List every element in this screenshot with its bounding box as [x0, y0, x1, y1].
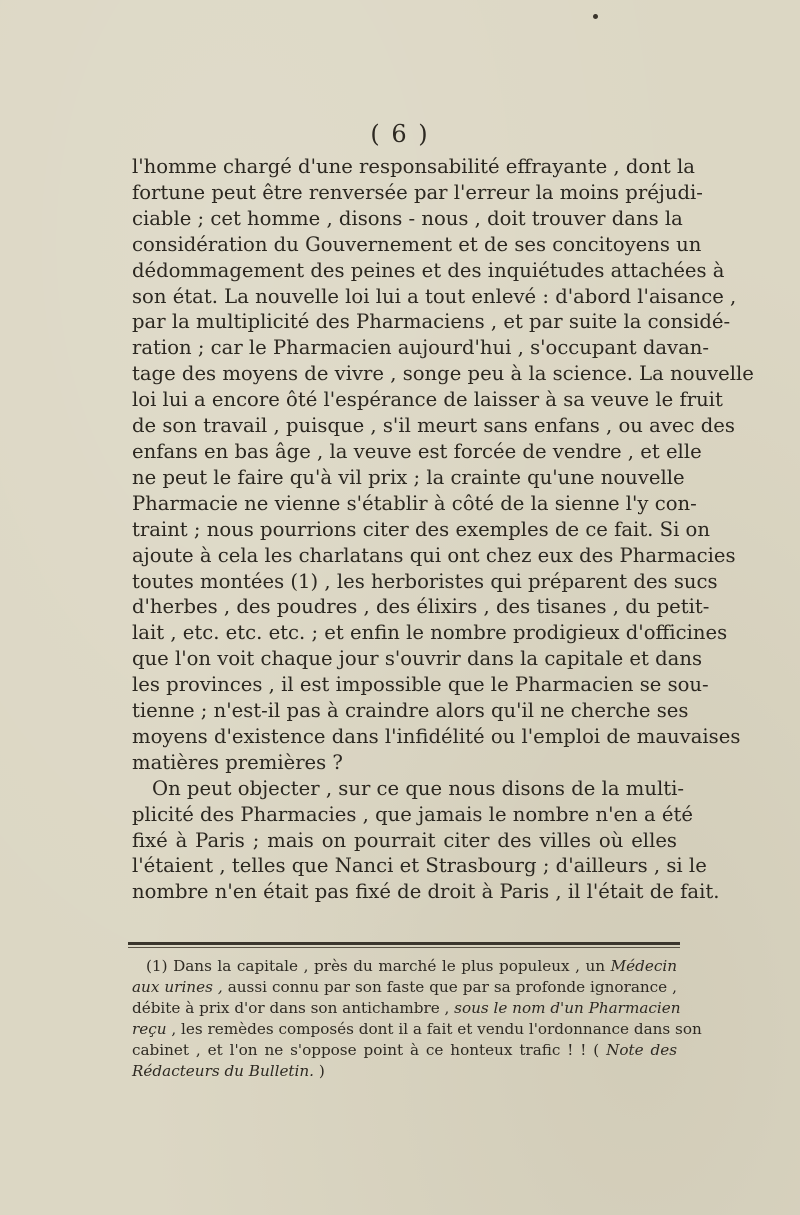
- text-line: les provinces , il est impossible que le Pharmacien se sou-: [132, 673, 709, 697]
- footnote-text: ): [314, 1062, 325, 1080]
- text-line: l'homme chargé d'une responsabilité effrayante , dont la: [132, 155, 695, 178]
- text-line: Pharmacie ne vienne s'établir à côté de la sienne l'y con-: [132, 491, 697, 515]
- footnote-italic: Rédacteurs du Bulletin.: [132, 1062, 315, 1080]
- footnote-separator-thin: [128, 947, 680, 948]
- page-number: ( 6 ): [370, 120, 430, 148]
- text-line: traint ; nous pourrions citer des exemples de ce fait. Si on: [132, 517, 710, 541]
- text-line: toutes montées (1) , les herboristes qui préparent des sucs: [132, 569, 718, 593]
- text-line: lait , etc. etc. etc. ; et enfin le nombre prodigieux d'officines: [132, 621, 728, 645]
- footnote-italic: sous le nom d'un Pharmacien: [454, 999, 681, 1017]
- footnote-text: aussi connu par son faste que par sa profonde ignorance ,: [222, 978, 677, 996]
- text-line: l'étaient , telles que Nanci et Strasbourg ; d'ailleurs , si le: [132, 854, 707, 878]
- text-line: matières premières ?: [132, 750, 343, 774]
- text-line: moyens d'existence dans l'infidélité ou l'emploi de mauvaises: [132, 724, 741, 748]
- footnote: [132, 956, 702, 1082]
- text-line: son état. La nouvelle loi lui a tout enlevé : d'abord l'aisance ,: [132, 284, 737, 308]
- footnote-italic: Note des: [606, 1041, 677, 1059]
- main-text: [132, 154, 754, 905]
- text-line: plicité des Pharmacies , que jamais le nombre n'en a été: [132, 802, 693, 826]
- text-line: considération du Gouvernement et de ses concitoyens un: [132, 232, 702, 256]
- paragraph-start-line: On peut objecter , sur ce que nous disons de la multi-: [152, 776, 684, 800]
- footnote-italic: aux urines ,: [132, 978, 223, 996]
- text-line: ration ; car le Pharmacien aujourd'hui , s'occupant davan-: [132, 336, 710, 360]
- footnote-line: [132, 1019, 702, 1040]
- text-line: tage des moyens de vivre , songe peu à la science. La nouvelle: [132, 362, 754, 386]
- text-line: fortune peut être renversée par l'erreur la moins préjudi-: [132, 180, 703, 204]
- text-line: que l'on voit chaque jour s'ouvrir dans la capitale et dans: [132, 647, 703, 671]
- footnote-separator: [128, 942, 680, 945]
- footnote-text: (1) Dans la capitale , près du marché le plus populeux , un: [146, 957, 611, 975]
- text-line: ajoute à cela les charlatans qui ont chez eux des Pharmacies: [132, 543, 736, 567]
- footnote-line: [132, 998, 681, 1019]
- text-line: ne peut le faire qu'à vil prix ; la crainte qu'une nouvelle: [132, 465, 685, 489]
- footnote-text: cabinet , et l'on ne s'oppose point à ce honteux trafic ! ! (: [132, 1041, 607, 1059]
- footnote-text: , les remèdes composés dont il a fait et vendu l'ordonnance dans son: [166, 1020, 702, 1038]
- footnote-line: [132, 1040, 677, 1061]
- text-line: loi lui a encore ôté l'espérance de laisser à sa veuve le fruit: [132, 388, 723, 412]
- footnote-text: débite à prix d'or dans son antichambre ,: [132, 999, 455, 1017]
- footnote-line: [132, 1061, 677, 1082]
- text-line: dédommagement des peines et des inquiétudes attachées à: [132, 258, 725, 282]
- text-line: enfans en bas âge , la veuve est forcée de vendre , et elle: [132, 439, 702, 463]
- footnote-line: [132, 956, 677, 977]
- footnote-line: [132, 977, 677, 998]
- ink-speck: [593, 14, 598, 19]
- text-line: par la multiplicité des Pharmaciens , et par suite la considé-: [132, 310, 731, 334]
- footnote-italic: reçu: [132, 1020, 167, 1038]
- text-line: d'herbes , des poudres , des élixirs , des tisanes , du petit-: [132, 595, 710, 619]
- text-line: nombre n'en était pas fixé de droit à Paris , il l'était de fait.: [132, 880, 720, 904]
- text-line: ciable ; cet homme , disons - nous , doit trouver dans la: [132, 206, 683, 230]
- text-line: de son travail , puisque , s'il meurt sans enfans , ou avec des: [132, 414, 735, 438]
- text-line: tienne ; n'est-il pas à craindre alors qu'il ne cherche ses: [132, 699, 689, 723]
- footnote-italic: Médecin: [610, 957, 677, 975]
- text-line: fixé à Paris ; mais on pourrait citer des villes où elles: [132, 828, 677, 852]
